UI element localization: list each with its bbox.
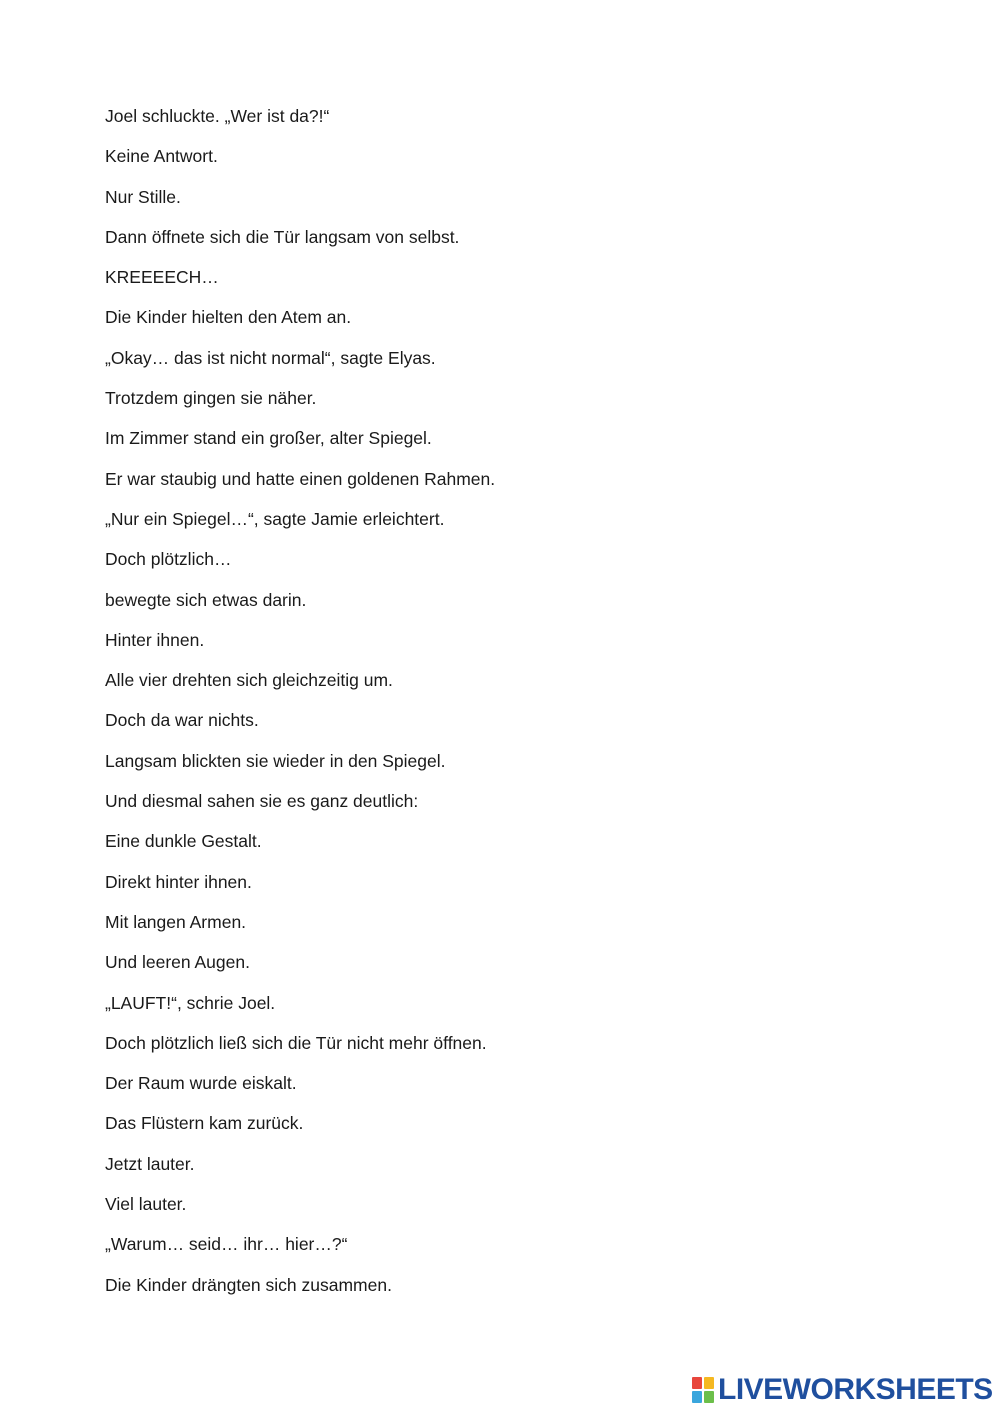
story-line: bewegte sich etwas darin. [105,589,307,610]
logo-mark-tile [704,1377,714,1389]
story-line: Nur Stille. [105,186,181,207]
story-line: Eine dunkle Gestalt. [105,831,262,852]
logo-mark-tile [704,1391,714,1403]
story-line: Keine Antwort. [105,146,218,167]
story-line: Das Flüstern kam zurück. [105,1113,304,1134]
story-text [105,105,905,1314]
story-line: „Okay… das ist nicht normal“, sagte Elyas. [105,347,436,368]
story-line: „Warum… seid… ihr… hier…?“ [105,1234,348,1255]
story-line: Alle vier drehten sich gleichzeitig um. [105,670,393,691]
story-line: Der Raum wurde eiskalt. [105,1073,297,1094]
story-line: Die Kinder hielten den Atem an. [105,307,352,328]
logo-wordmark: LIVEWORKSHEETS [718,1373,993,1406]
story-line: Dann öffnete sich die Tür langsam von selbst. [105,226,460,247]
story-line: Joel schluckte. „Wer ist da?!“ [105,106,330,126]
story-line: Und leeren Augen. [105,952,250,973]
story-line: Er war staubig und hatte einen goldenen Rahmen. [105,468,496,489]
story-line: Langsam blickten sie wieder in den Spiegel. [105,750,446,771]
story-line: Trotzdem gingen sie näher. [105,388,317,409]
story-line: Mit langen Armen. [105,911,247,932]
story-line: Viel lauter. [105,1194,187,1215]
logo-mark-tile [692,1377,702,1389]
story-line: Die Kinder drängten sich zusammen. [105,1274,392,1295]
story-line: Jetzt lauter. [105,1153,195,1174]
liveworksheets-logo [692,1373,993,1407]
liveworksheets-logo-icon [692,1377,714,1403]
story-line: Doch plötzlich… [105,549,232,570]
story-line: „Nur ein Spiegel…“, sagte Jamie erleichtert. [105,508,445,529]
logo-mark-tile [692,1391,702,1403]
story-line: Direkt hinter ihnen. [105,871,252,892]
story-line: Doch plötzlich ließ sich die Tür nicht mehr öffnen. [105,1032,487,1053]
story-line: Im Zimmer stand ein großer, alter Spiegel. [105,428,432,449]
story-line: Hinter ihnen. [105,629,205,650]
story-line: „LAUFT!“, schrie Joel. [105,992,276,1013]
story-line: Doch da war nichts. [105,710,259,731]
story-line: KREEEECH… [105,267,219,288]
story-line: Und diesmal sahen sie es ganz deutlich: [105,791,419,812]
